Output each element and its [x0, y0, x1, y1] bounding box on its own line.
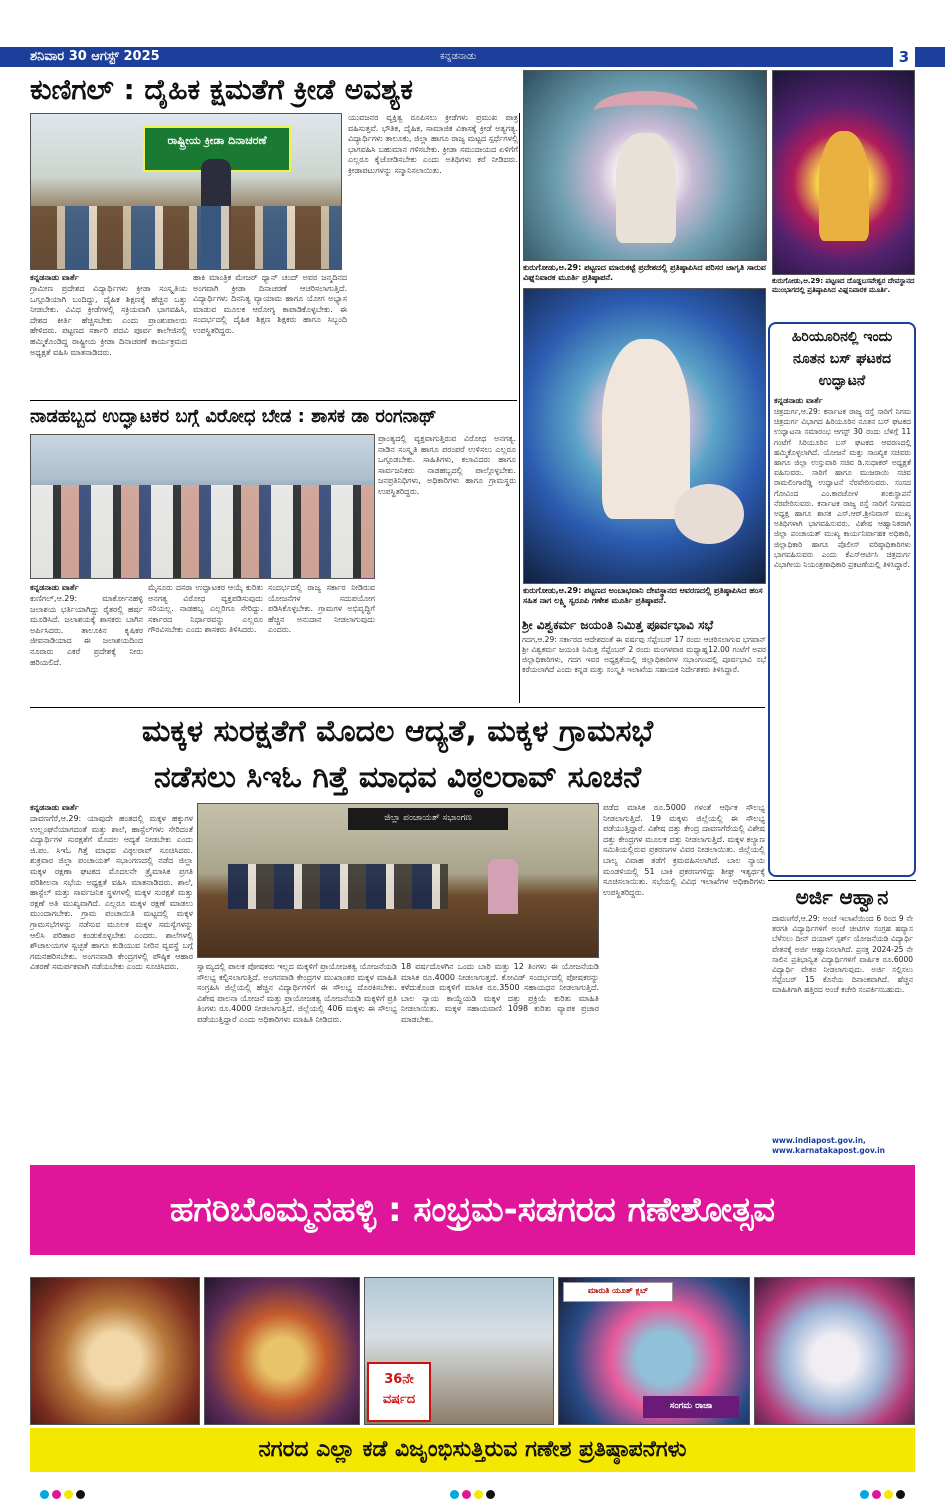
- nadahabba-headline: ನಾಡಹಬ್ಬದ ಉದ್ಘಾಟಕರ ಬಗ್ಗೆ ವಿರೋಧ ಬೇಡ : ಶಾಸಕ ಡಾ ರಂಗನಾಥ್: [30, 406, 437, 427]
- ganesha-caption-temple: ಕುರುಗೋಡು,ಆ.29: ಪಟ್ಟಣದ ದೊಡ್ಡಬಸವೇಶ್ವರ ದೇವಸ್ಥಾನದ ಮುಂಭಾಗದಲ್ಲಿ ಪ್ರತಿಷ್ಠಾಪಿಸಿದ ವಿಘ್ನನಿವಾರಕ ಮೂರ್ತಿ.: [772, 277, 915, 294]
- kunigal-photo: [30, 113, 342, 270]
- guest-row: [31, 206, 341, 269]
- ganesha-photo-temple: [772, 70, 915, 275]
- ganesha-photo-ambabhavani: [523, 288, 766, 584]
- nadahabba-photo: [30, 434, 375, 579]
- section-rule: [30, 707, 765, 708]
- kunigal-col3: ಯುವಜನರ ವ್ಯಕ್ತಿತ್ವ ರೂಪಿಸಲು ಕ್ರೀಡೆಗಳು ಪ್ರಮುಖ ಪಾತ್ರ ವಹಿಸುತ್ತವೆ. ಭೌತಿಕ, ದೈಹಿಕ, ಸಾಮಾಜಿಕ ವಿಕಾಸಕ್ಕೆ ಕ್ರೀಡೆ ಅತ್ಯಗತ್ಯ. ವಿದ್ಯಾರ್ಥಿಗಳು ತಾಲೂಕು, ಜಿಲ್ಲಾ ಹಾಗೂ ರಾಜ್ಯ ಮಟ್ಟದ ಸ್ಪರ್ಧೆಗಳಲ್ಲಿ ಭಾಗವಹಿಸಿ ಬಹುಮಾನ ಗಳಿಸಬೇಕು. ಕ್ರೀಡಾ ಸಮುದಾಯದ ಏಳಿಗೆಗೆ ಎಲ್ಲರೂ ಕೈಜೋಡಿಸಬೇಕು ಎಂದು ಅತಿಥಿಗಳು ಕರೆ ನೀಡಿದರು. ಕ್ರೀಡಾಪಟುಗಳನ್ನು ಸನ್ಮಾನಿಸಲಾಯಿತು.: [348, 113, 518, 175]
- children-meeting-photo: [197, 803, 599, 958]
- registration-marks-center: [450, 1484, 498, 1503]
- hiriyur-headline-line1: ಹಿರಿಯೂರಿನಲ್ಲಿ ಇಂದು: [791, 329, 893, 345]
- children-headline-line2: ನಡೆಸಲು ಸಿಇಓ ಗಿತ್ತೆ ಮಾಧವ ವಿಠ್ಠಲರಾವ್ ಸೂಚನೆ: [153, 760, 642, 795]
- children-col4: ಪಡೆದ ಮಾಸಿಕ ರೂ.5000 ಗಳಂತೆ ಆರ್ಥಿಕ ಸೌಲಭ್ಯ ನೀಡಲಾಗುತ್ತಿದೆ. 19 ಮಕ್ಕಳು ಜಿಲ್ಲೆಯಲ್ಲಿ ಈ ಸೌಲಭ್ಯ ಪಡೆಯುತ್ತಿದ್ದಾರೆ. ವಿಶೇಷ ದತ್ತು ಕೇಂದ್ರ ದಾವಣಗೆರೆಯಲ್ಲಿ ವಿಶೇಷ ದತ್ತು ಕೇಂದ್ರಗಳ ಮೂಲಕ ದತ್ತು ನೀಡಲಾಗುತ್ತಿದೆ. ಮಕ್ಕಳ ಕಲ್ಯಾಣ ಸಮಿತಿಯಲ್ಲಿರುವ ಪ್ರಕರಣಗಳ ವಿವರ ನೀಡಲಾಯಿತು. ಜಿಲ್ಲೆಯಲ್ಲಿ ಬಾಲ್ಯ ವಿವಾಹ ತಡೆಗೆ ಕ್ರಮವಹಿಸಲಾಗಿದೆ. ಬಾಲ ನ್ಯಾಯ ಮಂಡಳಿಯಲ್ಲಿ 51 ಬಾಕಿ ಪ್ರಕರಣಗಳಿದ್ದು ಶೀಘ್ರ ಇತ್ಯರ್ಥಕ್ಕೆ ಸೂಚಿಸಲಾಯಿತು. ಸಭೆಯಲ್ಲಿ ವಿವಿಧ ಇಲಾಖೆಗಳ ಅಧಿಕಾರಿಗಳು ಉಪಸ್ಥಿತರಿದ್ದರು.: [603, 803, 765, 897]
- registration-dot: [486, 1490, 495, 1499]
- section-rule: [30, 400, 517, 401]
- ganesha-idol: [602, 339, 690, 519]
- registration-marks-left: [40, 1484, 88, 1503]
- hagari-photo-3: [364, 1277, 554, 1425]
- hiriyur-body: ಚಿತ್ರದುರ್ಗ,ಆ.29: ಕರ್ನಾಟಕ ರಾಜ್ಯ ರಸ್ತೆ ಸಾರಿಗೆ ನಿಗಮ ಚಿತ್ರದುರ್ಗ ವಿಭಾಗದ ಹಿರಿಯೂರಿನ ನೂತನ ಬಸ್ ಘಟಕದ ಉದ್ಘಾಟನಾ ಸಮಾರಂಭ ಆಗಸ್ಟ್ 30 ರಂದು ಬೆಳಿಗ್ಗೆ 11 ಗಂಟೆಗೆ ಸಿರಿಯೂರಿನ ಬಸ್ ಘಟಕದ ಆವರಣದಲ್ಲಿ ಹಮ್ಮಿಕೊಳ್ಳಲಾಗಿದೆ. ಯೋಜನೆ ಮತ್ತು ಸಾಂಖ್ಯಿಕ ಸಚಿವರು ಹಾಗೂ ಜಿಲ್ಲಾ ಉಸ್ತುವಾರಿ ಸಚಿವ ಡಿ.ಸುಧಾಕರ್ ಅಧ್ಯಕ್ಷತೆ ವಹಿಸುವರು. ಸಾರಿಗೆ ಹಾಗೂ ಮುಜರಾಯಿ ಸಚಿವ ರಾಮಲಿಂಗಾರೆಡ್ಡಿ ಉದ್ಘಾಟನೆ ನೆರವೇರಿಸುವರು. ಸಂಸದ ಗೋವಿಂದ ಎಂ.ಕಾರಜೋಳ ಶಂಕುಸ್ಥಾಪನೆ ನೆರವೇರಿಸುವರು. ಕರ್ನಾಟಕ ರಾಜ್ಯ ರಸ್ತೆ ಸಾರಿಗೆ ನಿಗಮದ ಅಧ್ಯಕ್ಷ ಹಾಗೂ ಶಾಸಕ ಎಸ್.ಆರ್.ಶ್ರೀನಿವಾಸ್ ಮುಖ್ಯ ಅತಿಥಿಗಳಾಗಿ ಭಾಗವಹಿಸುವರು. ವಿಶೇಷ ಆಹ್ವಾನಿತರಾಗಿ ಜಿಲ್ಲಾ ಪಂಚಾಯತ್ ಮುಖ್ಯ ಕಾರ್ಯನಿರ್ವಾಹಕ ಅಧಿಕಾರಿ, ಜಿಲ್ಲಾಧಿಕಾರಿ ಹಾಗೂ ಪೊಲೀಸ್ ವರಿಷ್ಠಾಧಿಕಾರಿಗಳು ಭಾಗವಹಿಸುವರು ಎಂದು ಕೆಎಸ್ಆರ್ಟಿಸಿ ಚಿತ್ರದುರ್ಗ ವಿಭಾಗೀಯ ನಿಯಂತ್ರಣಾಧಿಕಾರಿ ಪ್ರಕಟಣೆಯಲ್ಲಿ ತಿಳಿಸಿದ್ದಾರೆ.: [774, 407, 911, 570]
- ganesha-caption-ambabhavani: ಕುರುಗೋಡು,ಆ.29: ಪಟ್ಟಣದ ಅಂಬಾಭವಾನಿ ದೇವಸ್ಥಾನದ ಆವರಣದಲ್ಲಿ ಪ್ರತಿಷ್ಠಾಪಿಸಿದ ಹಂಸ ಸಹಿತ ನಾಗ ಲಕ್ಷ್ಮಿ ಸ್ವರೂಪಿ ಗಣೇಶ ಮೂರ್ತಿ ಪ್ರತಿಷ್ಠಾಪನೆ.: [523, 586, 763, 605]
- year-sign-text: 36ನೇ ವರ್ಷದ: [382, 1372, 416, 1407]
- children-col1: ದಾವಣಗೆರೆ,ಆ.29: ಯಾವುದೇ ಹಂತದಲ್ಲಿ ಮಕ್ಕಳ ಹಕ್ಕುಗಳ ಉಲ್ಲಂಘನೆಯಾಗದಂತೆ ಮತ್ತು ಶಾಲೆ, ಹಾಸ್ಟೆಲ್‍ಗಳು ಸೇರಿದಂತೆ ವಿದ್ಯಾರ್ಥಿಗಳ ಸುರಕ್ಷತೆಗೆ ಮೊದಲ ಆದ್ಯತೆ ನೀಡಬೇಕು ಎಂದು ಜಿ.ಪಂ. ಸಿಇಓ ಗಿತ್ತೆ ಮಾಧವ ವಿಠ್ಠಲರಾವ್ ಸೂಚಿಸಿದರು. ಶುಕ್ರವಾರ ಜಿಲ್ಲಾ ಪಂಚಾಯತ್ ಸಭಾಂಗಣದಲ್ಲಿ ನಡೆದ ಜಿಲ್ಲಾ ಮಕ್ಕಳ ರಕ್ಷಣಾ ಘಟಕದ ಮೊದಲನೇ ತ್ರೈಮಾಸಿಕ ಪ್ರಗತಿ ಪರಿಶೀಲನಾ ಸಭೆಯ ಅಧ್ಯಕ್ಷತೆ ವಹಿಸಿ ಮಾತನಾಡಿದರು. ಶಾಲೆ, ಹಾಸ್ಟೆಲ್ ಮತ್ತು ಸಾರ್ವಜನಿಕ ಸ್ಥಳಗಳಲ್ಲಿ ಮಕ್ಕಳ ಸುರಕ್ಷತೆ ಮತ್ತು ರಕ್ಷಣೆ ಅತಿ ಮುಖ್ಯವಾಗಿದೆ. ಎಲ್ಲರೂ ಮಕ್ಕಳ ರಕ್ಷಣೆ ಮಾಡಲು ಮುಂದಾಗಬೇಕು. ಗ್ರಾಮ ಪಂಚಾಯಿತಿ ಮಟ್ಟದಲ್ಲಿ ಮಕ್ಕಳ ಗ್ರಾಮಸಭೆಗಳನ್ನು ನಡೆಸುವ ಮೂಲಕ ಮಕ್ಕಳ ಸಮಸ್ಯೆಗಳನ್ನು ಆಲಿಸಿ ಪರಿಹಾರ ಕಂಡುಕೊಳ್ಳಬೇಕು ಎಂದರು. ಶಾಲೆಗಳಲ್ಲಿ ಶೌಚಾಲಯಗಳ ಸ್ವಚ್ಛತೆ ಹಾಗೂ ಕುಡಿಯುವ ನೀರಿನ ವ್ಯವಸ್ಥೆ ಬಗ್ಗೆ ಗಮನಹರಿಸಬೇಕು. ಅಂಗನವಾಡಿ ಕೇಂದ್ರಗಳಲ್ಲಿ ಪೌಷ್ಠಿಕ ಆಹಾರ ವಿತರಣೆ ಸಮರ್ಪಕವಾಗಿ ನಡೆಯಬೇಕು ಎಂದು ಸೂಚಿಸಿದರು.: [30, 814, 193, 972]
- kunigal-byline: ಕನ್ನಡನಾಡು ವಾರ್ತೆ: [30, 273, 79, 282]
- registration-dot: [872, 1490, 881, 1499]
- registration-marks-right: [860, 1484, 908, 1503]
- hagari-photo-5: [754, 1277, 915, 1425]
- hagari-footer-text: ನಗರದ ಎಲ್ಲಾ ಕಡೆ ವಿಜೃಂಭಿಸುತ್ತಿರುವ ಗಣೇಶ ಪ್ರತಿಷ್ಠಾಪನೆಗಳು: [258, 1437, 687, 1462]
- hagari-photo-2: [204, 1277, 360, 1425]
- arji-links: www.indiapost.gov.in, www.karnatakapost.gov.in: [772, 1136, 885, 1155]
- registration-dot: [896, 1490, 905, 1499]
- masthead-date: ಶನಿವಾರ 30 ಆಗಸ್ಟ್ 2025: [30, 49, 160, 64]
- registration-dot: [64, 1490, 73, 1499]
- hagari-headline: ಹಗರಿಬೊಮ್ಮನಹಳ್ಳಿ : ಸಂಭ್ರಮ-ಸಡಗರದ ಗಣೇಶೋತ್ಸವ: [169, 1190, 776, 1230]
- arji-headline: ಅರ್ಜಿ ಆಹ್ವಾನ: [795, 885, 889, 909]
- page-number: 3: [893, 47, 915, 67]
- people-group: [31, 485, 375, 579]
- registration-dot: [462, 1490, 471, 1499]
- ganesha-photo-market: [523, 70, 767, 261]
- ganesha-idol: [819, 131, 869, 241]
- swan-figure: [674, 484, 744, 544]
- ganesha-caption-market: ಕುರುಗೋಡು,ಆ.29: ಪಟ್ಟಣದ ಮಾರುಕಟ್ಟೆ ಪ್ರದೇಶದಲ್ಲಿ ಪ್ರತಿಷ್ಠಾಪಿಸಿದ ಪರಿಸರ ಜಾಗೃತಿ ಸಾರುವ ವಿಘ್ನನಿವಾರಕ ಮೂರ್ತಿ ಪ್ರತಿಷ್ಠಾಪನೆ.: [523, 263, 766, 282]
- nadahabba-col2: ಮೈಸೂರು ದಸರಾ ಉದ್ಘಾಟಕರ ಆಯ್ಕೆ ಕುರಿತು ಅನಗತ್ಯ ವಿರೋಧ ವ್ಯಕ್ತಪಡಿಸುವುದು ಸರಿಯಲ್ಲ. ನಾಡಹಬ್ಬ ಎಲ್ಲರಿಗೂ ಸೇರಿದ್ದು. ಸರ್ಕಾರದ ನಿರ್ಧಾರವನ್ನು ಎಲ್ಲರೂ ಗೌರವಿಸಬೇಕು ಎಂದು ಶಾಸಕರು ತಿಳಿಸಿದರು.: [148, 583, 263, 635]
- vishwakarma-headline: ಶ್ರೀ ವಿಶ್ವಕರ್ಮ ಜಯಂತಿ ನಿಮಿತ್ತ ಪೂರ್ವಭಾವಿ ಸಭೆ: [522, 618, 714, 632]
- registration-dot: [450, 1490, 459, 1499]
- registration-dot: [52, 1490, 61, 1499]
- nadahabba-body-right: ಪ್ರಾಂತ್ಯದಲ್ಲಿ ವ್ಯಕ್ತವಾಗುತ್ತಿರುವ ವಿರೋಧ ಅನಗತ್ಯ. ನಾಡಿನ ಸಂಸ್ಕೃತಿ ಹಾಗೂ ಪರಂಪರೆ ಉಳಿಸಲು ಎಲ್ಲರೂ ಒಗ್ಗೂಡಬೇಕು. ಸಾಹಿತಿಗಳು, ಕಲಾವಿದರು ಹಾಗೂ ಸಾರ್ವಜನಿಕರು ನಾಡಹಬ್ಬದಲ್ಲಿ ಪಾಲ್ಗೊಳ್ಳಬೇಕು. ಜನಪ್ರತಿನಿಧಿಗಳು, ಅಧಿಕಾರಿಗಳು ಹಾಗೂ ಗ್ರಾಮಸ್ಥರು ಉಪಸ್ಥಿತರಿದ್ದರು.: [378, 434, 516, 496]
- officer-woman: [488, 859, 518, 914]
- registration-dot: [76, 1490, 85, 1499]
- decor-tree: [594, 91, 698, 131]
- registration-dot: [40, 1490, 49, 1499]
- kunigal-banner-text: ರಾಷ್ಟ್ರೀಯ ಕ್ರೀಡಾ ದಿನಾಚರಣೆ: [167, 134, 267, 147]
- hall-banner-text: ಜಿಲ್ಲಾ ಪಂಚಾಯತ್ ಸಭಾಂಗಣ: [384, 813, 472, 823]
- kunigal-col2: ಹಾಕಿ ಮಾಂತ್ರಿಕ ಮೇಜರ್ ಧ್ಯಾನ್ ಚಂದ್ ಅವರ ಜನ್ಮದಿನದ ಅಂಗವಾಗಿ ಕ್ರೀಡಾ ದಿನಾಚರಣೆ ಆಚರಿಸಲಾಗುತ್ತಿದೆ. ವಿದ್ಯಾರ್ಥಿಗಳು ದಿನನಿತ್ಯ ವ್ಯಾಯಾಮ ಹಾಗೂ ಯೋಗ ಅಭ್ಯಾಸ ಮಾಡುವ ಮೂಲಕ ಆರೋಗ್ಯ ಕಾಪಾಡಿಕೊಳ್ಳಬೇಕು. ಈ ಸಂದರ್ಭದಲ್ಲಿ ದೈಹಿಕ ಶಿಕ್ಷಣ ಶಿಕ್ಷಕರು ಹಾಗೂ ಸಿಬ್ಬಂದಿ ಉಪಸ್ಥಿತರಿದ್ದರು.: [193, 273, 347, 335]
- hiriyur-headline-line3: ಉದ್ಘಾಟನೆ: [818, 373, 866, 389]
- hiriyur-headline-line2: ನೂತನ ಬಸ್ ಘಟಕದ: [792, 351, 892, 367]
- hiriyur-byline: ಕನ್ನಡನಾಡು ವಾರ್ತೆ: [774, 396, 823, 405]
- nadahabba-byline: ಕನ್ನಡನಾಡು ವಾರ್ತೆ: [30, 583, 79, 592]
- children-headline-line1: ಮಕ್ಕಳ ಸುರಕ್ಷತೆಗೆ ಮೊದಲ ಆದ್ಯತೆ, ಮಕ್ಕಳ ಗ್ರಾಮಸಭೆ: [141, 714, 654, 749]
- children-col2: ಸ್ವಾಮ್ಯದಲ್ಲಿ ಪಾಲಕ ಪೋಷಕರು ಇಲ್ಲದ ಮಕ್ಕಳಿಗೆ ಪ್ರಾಯೋಜಕತ್ವ ಯೋಜನೆಯಡಿ ಸೌಲಭ್ಯ ಕಲ್ಪಿಸಲಾಗುತ್ತಿದೆ. ಅಂಗನವಾಡಿ ಕೇಂದ್ರಗಳ ಮುಖಾಂತರ ಮಕ್ಕಳ ಮಾಹಿತಿ ಸಂಗ್ರಹಿಸಿ ಜಿಲ್ಲೆಯಲ್ಲಿ ಹೆಚ್ಚಿನ ವಿದ್ಯಾರ್ಥಿಗಳಿಗೆ ಈ ಸೌಲಭ್ಯ ದೊರಕಿಸಬೇಕು. ವಿಶೇಷ ಪಾಲನಾ ಯೋಜನೆ ಮತ್ತು ಪ್ರಾಯೋಜಕತ್ವ ಯೋಜನೆಯಡಿ ಮಕ್ಕಳಿಗೆ ಪ್ರತಿ ತಿಂಗಳು ರೂ.4000 ನೀಡಲಾಗುತ್ತಿದೆ. ಜಿಲ್ಲೆಯಲ್ಲಿ 406 ಮಕ್ಕಳು ಈ ಸೌಲಭ್ಯ ಪಡೆಯುತ್ತಿದ್ದಾರೆ ಎಂದು ಅಧಿಕಾರಿಗಳು ಮಾಹಿತಿ ನೀಡಿದರು.: [197, 962, 397, 1024]
- ganesha-idol: [616, 133, 676, 243]
- hagari-photo-4: [558, 1277, 750, 1425]
- vishwakarma-body: ಗದಗ,ಆ.29: ಸರ್ಕಾರದ ಆದೇಶದಂತೆ ಈ ವರ್ಷವು ಸೆಪ್ಟೆಂಬರ್ 17 ರಂದು ಆಚರಿಸಲಾಗುವ ಭಗವಾನ್ ಶ್ರೀ ವಿಶ್ವಕರ್ಮ ಜಯಂತಿ ನಿಮಿತ್ತ ಸೆಪ್ಟೆಂಬರ್ 2 ರಂದು ಮಂಗಳವಾರ ಮಧ್ಯಾಹ್ನ12.00 ಗಂಟೆಗೆ ಅಪರ ಜಿಲ್ಲಾಧಿಕಾರಿಗಳು, ಗದಗ ಇವರ ಅಧ್ಯಕ್ಷತೆಯಲ್ಲಿ ಜಿಲ್ಲಾಧಿಕಾರಿಗಳ ಸಭಾಂಗಣದಲ್ಲಿ ಪೂರ್ವಭಾವಿ ಸಭೆ ಕರೆಯಲಾಗಿದೆ ಎಂದು ಕನ್ನಡ ಮತ್ತು ಸಂಸ್ಕೃತಿ ಇಲಾಖೆಯ ಸಹಾಯಕ ನಿರ್ದೇಶಕರು ತಿಳಿಸಿದ್ದಾರೆ.: [522, 635, 766, 674]
- club-sign-text: ಮಾರುತಿ ಯೂತ್ ಕ್ಲಬ್: [587, 1286, 649, 1295]
- nadahabba-col1: ಕುಣಿಗಲ್,ಆ.29: ಮಾರ್ಕೋನಹಳ್ಳಿ ಜಲಾಶಯ ಭರ್ತಿಯಾಗಿದ್ದು ರೈತರಲ್ಲಿ ಹರ್ಷ ಮೂಡಿಸಿದೆ. ಜಲಾಶಯಕ್ಕೆ ಶಾಸಕರು ಬಾಗಿನ ಅರ್ಪಿಸಿದರು. ತಾಲೂಕಿನ ಕೃಷಿಕರ ಜೀವನಾಡಿಯಾದ ಈ ಜಲಾಶಯದಿಂದ ನೂರಾರು ಎಕರೆ ಪ್ರದೇಶಕ್ಕೆ ನೀರು ಹರಿಯಲಿದೆ.: [30, 594, 143, 667]
- officials-row: [228, 864, 448, 909]
- children-col3: 18 ವರ್ಷದೊಳಗಿನ ಒಂದು ಬಾರಿ ಮತ್ತು 12 ತಿಂಗಳು ಈ ಯೋಜನೆಯಡಿ ಮಾಸಿಕ ರೂ.4000 ನೀಡಲಾಗುತ್ತದೆ. ಕೋವಿಡ್ ಸಂದರ್ಭದಲ್ಲಿ ಪೋಷಕರನ್ನು ಕಳೆದುಕೊಂಡ ಮಕ್ಕಳಿಗೆ ಮಾಸಿಕ ರೂ.3500 ಸಹಾಯಧನ ನೀಡಲಾಗುತ್ತಿದೆ. ಬಾಲ ನ್ಯಾಯ ಕಾಯ್ದೆಯಡಿ ಮಕ್ಕಳ ದತ್ತು ಪ್ರಕ್ರಿಯೆ ಕುರಿತು ಮಾಹಿತಿ ನೀಡಲಾಯಿತು. ಮಕ್ಕಳ ಸಹಾಯವಾಣಿ 1098 ಕುರಿತು ವ್ಯಾಪಕ ಪ್ರಚಾರ ಮಾಡಬೇಕು.: [401, 962, 599, 1024]
- column-rule: [519, 113, 520, 703]
- registration-dot: [860, 1490, 869, 1499]
- hagari-photo-1: [30, 1277, 200, 1425]
- registration-dot: [884, 1490, 893, 1499]
- kunigal-col1: ಗ್ರಾಮೀಣ ಪ್ರದೇಶದ ವಿದ್ಯಾರ್ಥಿಗಳು ಕ್ರೀಡಾ ಸಂಸ್ಕೃತಿಯ ಒಗ್ಗೂಡಿಯಾಗಿ ಬಂದಿದ್ದು, ದೈಹಿಕ ಶಿಕ್ಷಣಕ್ಕೆ ಹೆಚ್ಚಿನ ಒತ್ತು ನೀಡಬೇಕು. ವಿವಿಧ ಕ್ರೀಡೆಗಳಲ್ಲಿ ಸಕ್ರಿಯವಾಗಿ ಭಾಗವಹಿಸಿ, ದೇಶದ ಕೀರ್ತಿ ಹೆಚ್ಚಿಸಬೇಕು ಎಂದು ಪ್ರಾಂಶುಪಾಲರು ಹೇಳಿದರು. ಪಟ್ಟಣದ ಸರ್ಕಾರಿ ಪದವಿ ಪೂರ್ವ ಕಾಲೇಜಿನಲ್ಲಿ ಹಮ್ಮಿಕೊಂಡಿದ್ದ ರಾಷ್ಟ್ರೀಯ ಕ್ರೀಡಾ ದಿನಾಚರಣೆ ಕಾರ್ಯಕ್ರಮದ ಅಧ್ಯಕ್ಷತೆ ವಹಿಸಿ ಮಾತನಾಡಿದರು.: [30, 284, 187, 357]
- masthead-paper-name: ಕನ್ನಡನಾಡು: [440, 51, 477, 62]
- nadahabba-col3: ಸಂದರ್ಭದಲ್ಲಿ ರಾಜ್ಯ ಸರ್ಕಾರ ನೀಡಿರುವ ಯೋಜನೆಗಳ ಸದುಪಯೋಗ ಪಡಿಸಿಕೊಳ್ಳಬೇಕು. ಗ್ರಾಮಗಳ ಅಭಿವೃದ್ಧಿಗೆ ಹೆಚ್ಚಿನ ಅನುದಾನ ನೀಡಲಾಗುವುದು ಎಂದರು.: [268, 583, 375, 635]
- kunigal-headline: ಕುಣಿಗಲ್ : ದೈಹಿಕ ಕ್ಷಮತೆಗೆ ಕ್ರೀಡೆ ಅವಶ್ಯಕ: [30, 73, 413, 106]
- sangama-sign-text: ಸಂಗಮ ರಾಜಾ: [669, 1401, 713, 1411]
- registration-dot: [474, 1490, 483, 1499]
- children-byline: ಕನ್ನಡನಾಡು ವಾರ್ತೆ: [30, 803, 79, 812]
- arji-body: ದಾವಣಗೆರೆ,ಆ.29: ಅಂಚೆ ಇಲಾಖೆಯಿಂದ 6 ರಿಂದ 9 ನೇ ತರಗತಿ ವಿದ್ಯಾರ್ಥಿಗಳಿಗೆ ಅಂಚೆ ಚೀಟಿಗಳ ಸಂಗ್ರಹ ಹವ್ಯಾಸ ಬೆಳೆಸಲು ದೀನ್ ದಯಾಳ್ ಸ್ಪರ್ಶ್ ಯೋಜನೆಯಡಿ ವಿದ್ಯಾರ್ಥಿ ವೇತನಕ್ಕೆ ಅರ್ಜಿ ಆಹ್ವಾನಿಸಲಾಗಿದೆ. ಪ್ರಸಕ್ತ 2024-25 ನೇ ಸಾಲಿನ ಪ್ರತಿಭಾನ್ವಿತ ವಿದ್ಯಾರ್ಥಿಗಳಿಗೆ ವಾರ್ಷಿಕ ರೂ.6000 ವಿದ್ಯಾರ್ಥಿ ವೇತನ ನೀಡಲಾಗುವುದು. ಅರ್ಜಿ ಸಲ್ಲಿಸಲು ಸೆಪ್ಟೆಂಬರ್ 15 ಕೊನೆಯ ದಿನಾಂಕವಾಗಿದೆ. ಹೆಚ್ಚಿನ ಮಾಹಿತಿಗಾಗಿ ಹತ್ತಿರದ ಅಂಚೆ ಕಚೇರಿ ಸಂಪರ್ಕಿಸಬಹುದು.: [772, 914, 913, 995]
